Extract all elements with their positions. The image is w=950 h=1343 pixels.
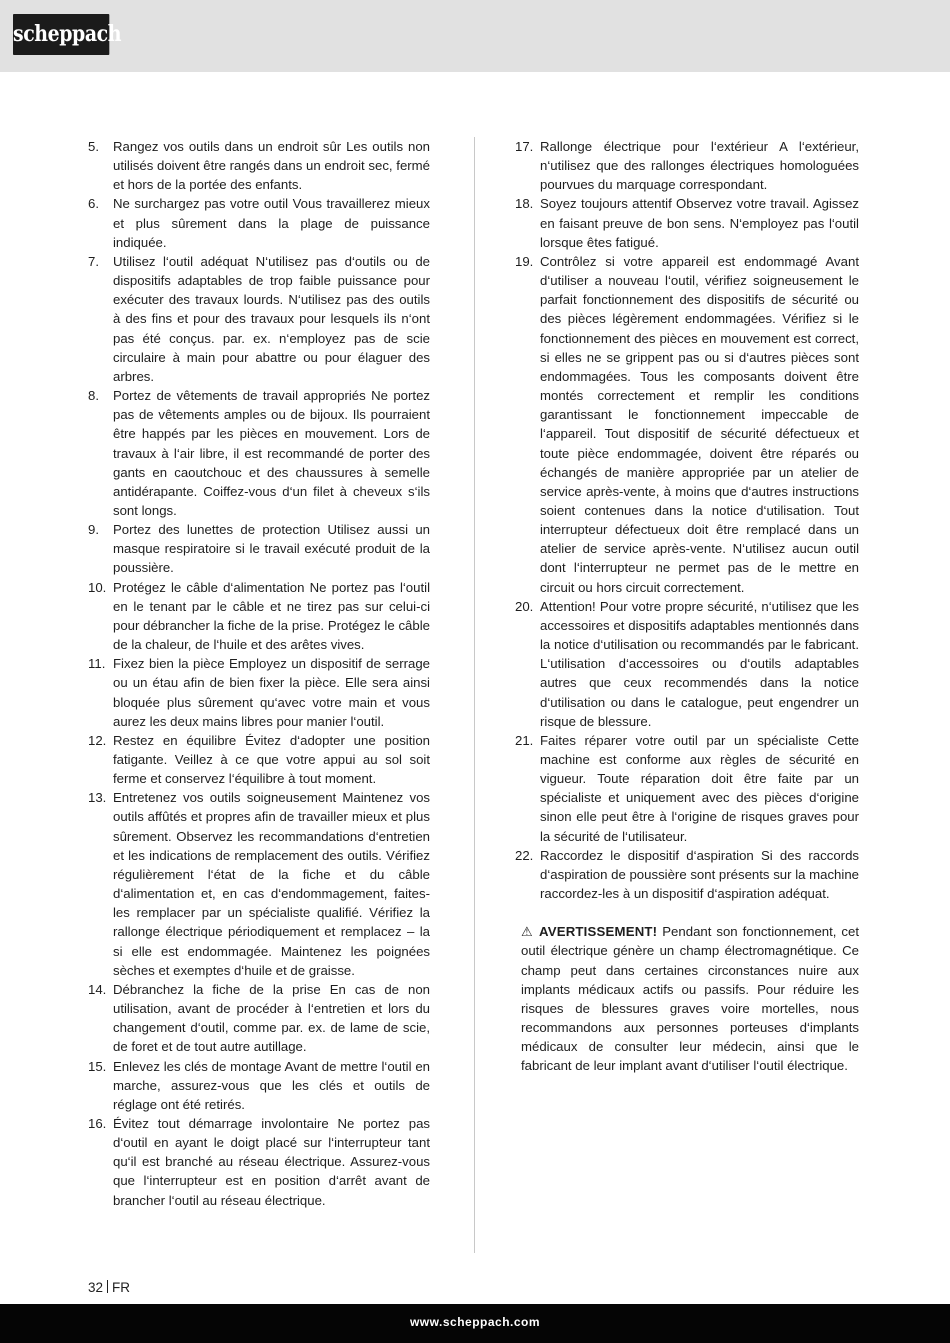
list-item bbox=[88, 1057, 430, 1114]
list-item-text: Utilisez l‘outil adéquat N‘utilisez pas d‘outils ou de dispositifs adaptables de trop faible puissance pour exécuter des travaux lourds. N‘utilisez pas des outils à des fins et pour des travaux pour lesquels ils n‘ont pas été conçus. par. ex. n‘employez pas de scie circulaire à main pour abattre ou pour élaguer des arbres. bbox=[113, 253, 430, 384]
list-item bbox=[515, 731, 859, 846]
list-item-number: 19. bbox=[515, 253, 534, 269]
list-item-number: 11. bbox=[88, 656, 106, 672]
left-column bbox=[88, 137, 430, 1210]
list-item bbox=[88, 252, 430, 386]
list-item-number: 18. bbox=[515, 196, 534, 212]
list-item-number: 14. bbox=[88, 981, 107, 997]
list-item-text: Rangez vos outils dans un endroit sûr Les outils non utilisés doivent être rangés dans un endroit sec, fermé et hors de la portée des enfants. bbox=[113, 139, 430, 193]
header-bar bbox=[0, 0, 950, 72]
list-item bbox=[88, 1114, 430, 1210]
warning-triangle-icon: ⚠ bbox=[521, 924, 534, 940]
column-divider bbox=[474, 137, 475, 1253]
footer-website-link[interactable]: www.scheppach.com bbox=[409, 1315, 541, 1329]
list-item bbox=[515, 252, 859, 597]
footer-bar bbox=[0, 1304, 950, 1343]
list-item bbox=[515, 137, 859, 194]
list-item-text: Évitez tout démarrage involontaire Ne portez pas d‘outil en ayant le doigt placé sur l‘interrupteur tant qu‘il est branché au réseau électrique. Assurez-vous que l‘interrupteur est en position d‘arrêt avant de brancher l‘outil au réseau électrique. bbox=[113, 1115, 430, 1208]
list-item-text: Débranchez la fiche de la prise En cas de non utilisation, avant de procéder à l‘entretien et lors du changement d‘outil, comme par. ex. de lame de scie, de foret et de tout autre autillage. bbox=[113, 981, 430, 1055]
list-item-text: Fixez bien la pièce Employez un dispositif de serrage ou un étau afin de bien fixer la pièce. Elle sera ainsi bloquée plus sûrement qu‘avec votre main et vous aurez les deux mains libres pour manier l‘outil. bbox=[113, 656, 430, 729]
list-item-number: 8. bbox=[88, 388, 99, 404]
list-item-number: 6. bbox=[88, 196, 99, 212]
scheppach-logo: scheppach bbox=[13, 14, 109, 55]
list-item-text: Portez de vêtements de travail appropriés Ne portez pas de vêtements amples ou de bijoux. Ils pourraient être happés par les pièces en mouvement. Lors de travaux à l‘air libre, il est recommandé de porter des gants en caoutchouc et des chaussures à semelle antidérapante. Coiffez-vous d‘un filet à cheveux s‘ils sont longs. bbox=[113, 388, 430, 518]
list-item-number: 16. bbox=[88, 1115, 107, 1131]
list-item bbox=[515, 846, 859, 903]
list-item-text: Contrôlez si votre appareil est endommagé Avant d‘utiliser a nouveau l‘outil, vérifiez soigneusement le parfait fonctionnement des dispositifs de sécurité ou des pièces légèrement endommagées. Vérifiez si le fonctionnement des pièces en mouvement est correct, si elles ne se grippent pas ou si d‘autres pièces sont endommagées. Tous les composants doivent être montés correctement et remplir les conditions garantissant le fonctionnement impeccable de l‘appareil. Tout dispositif de sécurité défectueux et toute pièce endommagée, doivent être réparés ou échangés de manière appropriée par un atelier de service après-vente, à moins que d‘autres instructions soient contenues dans la notice d‘utilisation. Tout interrupteur défectueux doit être remplacé dans un atelier de service après-vente. N‘utilisez aucun outil dont l‘interrupteur ne permet pas de le mettre en circuit ou hors circuit correctement. bbox=[540, 253, 859, 595]
list-item-number: 21. bbox=[515, 732, 534, 748]
list-item bbox=[88, 654, 430, 731]
list-item-text: Rallonge électrique pour l‘extérieur A l‘extérieur, n‘utilisez que des rallonges électriques homologuées pourvues du marquage correspondant. bbox=[540, 139, 859, 193]
list-item-text: Attention! Pour votre propre sécurité, n‘utilisez que les accessoires et dispositifs adaptables mentionnés dans la notice d‘utilisation ou recommandés par le fabricant. L‘utilisation d‘accessoires ou d‘outils adaptables autres que ceux recommendés dans la notice d‘utilisation ou dans le catalogue, peut engendrer un risque de blessure. bbox=[540, 598, 859, 729]
list-item-text: Protégez le câble d‘alimentation Ne portez pas l‘outil en le tenant par le câble et ne tirez pas sur celui-ci pour débrancher la fiche de la prise. Protégez le câble de la chaleur, de l‘huile et des arêtes vives. bbox=[113, 579, 430, 653]
list-item-number: 9. bbox=[88, 522, 99, 538]
page-number-value: 32 bbox=[88, 1280, 104, 1295]
right-column bbox=[515, 137, 859, 1089]
list-item bbox=[88, 731, 430, 788]
list-item-text: Enlevez les clés de montage Avant de mettre l‘outil en marche, assurez-vous que les clés et outils de réglage ont été retirés. bbox=[113, 1058, 430, 1112]
warning-text: Pendant son fonctionnement, cet outil électrique génère un champ électromagnétique. Ce champ peut dans certaines circonstances nuire aux implants médicaux actifs ou passifs. Pour réduire les risques de blessures graves voire mortelles, nous recommandons aux personnes porteuses d‘implants médicaux de consulter leur médecin, ainsi que le fabricant de leur implant avant d‘utiliser l‘outil électrique. bbox=[521, 924, 860, 1074]
list-item-text: Raccordez le dispositif d‘aspiration Si des raccords d‘aspiration de poussière sont présents sur la machine raccordez-les à un dispositif d‘aspiration adéquat. bbox=[540, 847, 859, 902]
list-item bbox=[88, 578, 430, 655]
list-item bbox=[88, 980, 430, 1057]
list-item bbox=[515, 597, 859, 731]
page-number-separator bbox=[107, 1280, 108, 1293]
page-language: FR bbox=[112, 1280, 131, 1295]
list-item-number: 20. bbox=[515, 598, 534, 614]
list-item-number: 10. bbox=[88, 579, 107, 595]
list-item bbox=[88, 520, 430, 577]
list-item bbox=[515, 194, 859, 251]
list-item bbox=[88, 386, 430, 520]
warning-title: AVERTISSEMENT! bbox=[538, 924, 658, 940]
list-item-text: Entretenez vos outils soigneusement Maintenez vos outils affûtés et propres afin de travailler mieux et plus sûrement. Observez les recommandations d‘entretien et les indications de remplacement des outils. Vérifiez régulièrement l‘état de la fiche et du câble d‘alimentation et, en cas d‘endommagement, faites-les remplacer par un spécialiste qualifié. Vérifiez la rallonge électrique périodiquement et remplacez – la si elle est endommagée. Maintenez les poignées sèches et exemptes d‘huile et de graisse. bbox=[113, 790, 430, 978]
list-item-number: 17. bbox=[515, 139, 534, 154]
page-number bbox=[88, 1280, 130, 1295]
safety-list-right bbox=[515, 137, 859, 903]
list-item-text: Restez en équilibre Évitez d‘adopter une position fatigante. Veillez à ce que votre appui au sol soit ferme et conservez l‘équilibre à tout moment. bbox=[113, 732, 430, 787]
list-item-text: Ne surchargez pas votre outil Vous travaillerez mieux et plus sûrement dans la plage de puissance indiquée. bbox=[113, 196, 430, 250]
list-item-text: Soyez toujours attentif Observez votre travail. Agissez en faisant preuve de bon sens. N‘employez pas l‘outil lorsque êtes fatigué. bbox=[540, 196, 859, 250]
list-item-number: 13. bbox=[88, 790, 107, 806]
safety-list-left bbox=[88, 137, 430, 1210]
warning-paragraph bbox=[515, 922, 859, 1075]
list-item-number: 15. bbox=[88, 1058, 107, 1074]
list-item bbox=[88, 194, 430, 251]
list-item-number: 7. bbox=[88, 253, 99, 269]
list-item-number: 12. bbox=[88, 732, 107, 748]
list-item-number: 22. bbox=[515, 847, 534, 863]
list-item-number: 5. bbox=[88, 139, 99, 154]
list-item-text: Faites réparer votre outil par un spécialiste Cette machine est conforme aux règles de sécurité en vigueur. Toute réparation doit être faite par un spécialiste et uniquement avec des pièces d‘origine sinon elle peut être à l‘origine de risques graves pour la sécurité de l‘utilisateur. bbox=[540, 732, 859, 844]
list-item bbox=[88, 788, 430, 980]
list-item bbox=[88, 137, 430, 194]
list-item-text: Portez des lunettes de protection Utilisez aussi un masque respiratoire si le travail exécuté produit de la poussière. bbox=[113, 522, 430, 576]
